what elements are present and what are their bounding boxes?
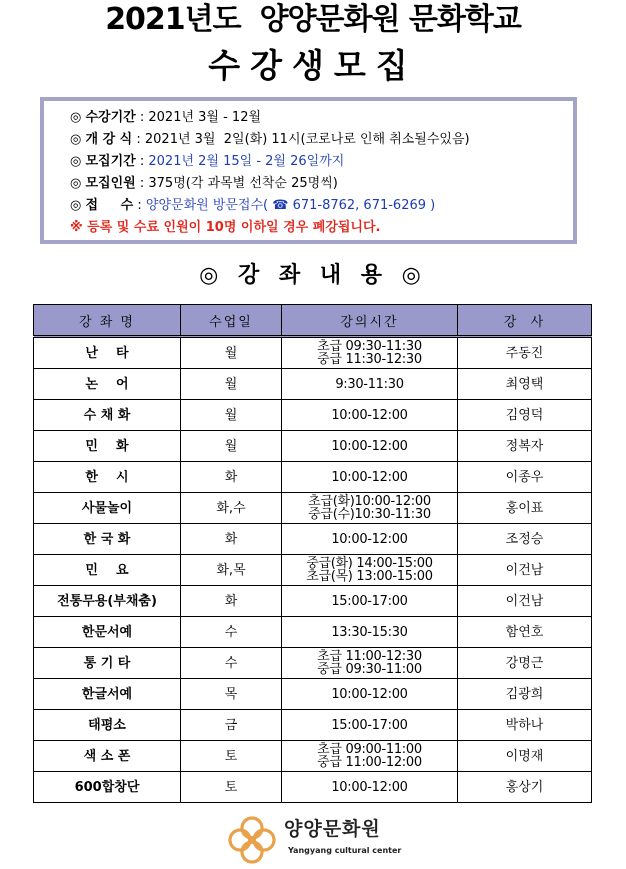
class-time-cell bbox=[282, 648, 458, 679]
class-time-cell bbox=[282, 462, 458, 493]
bullet-icon: ◎ bbox=[70, 132, 82, 147]
column-header-day: 수업일 bbox=[181, 305, 282, 337]
class-time-cell bbox=[282, 555, 458, 586]
table-row bbox=[34, 710, 592, 741]
info-row-registration: ◎ 접 수 : 양양문화원 방문접수( ☎ 671-8762, 671-6269 ) bbox=[70, 196, 435, 216]
table-row bbox=[34, 337, 592, 369]
course-name-cell: 사물놀이 bbox=[34, 493, 181, 524]
class-time-cell bbox=[282, 524, 458, 555]
info-value: 양양문화원 방문접수( ☎ 671-8762, 671-6269 ) bbox=[145, 198, 436, 213]
course-name-cell: 민 화 bbox=[34, 431, 181, 462]
class-time-line: 10:00-12:00 bbox=[331, 407, 408, 423]
teacher-cell: 조정승 bbox=[458, 524, 592, 555]
teacher-cell: 김광희 bbox=[458, 679, 592, 710]
logo-name-korean: 양양문화원 bbox=[284, 818, 381, 840]
class-day-cell: 목 bbox=[181, 679, 282, 710]
class-time-line: 초급 09:30-11:30 bbox=[317, 339, 422, 354]
class-time-cell bbox=[282, 679, 458, 710]
table-row bbox=[34, 493, 592, 524]
info-value: 2021년 3월 - 12월 bbox=[148, 110, 262, 125]
class-time-cell bbox=[282, 617, 458, 648]
teacher-cell: 김영덕 bbox=[458, 400, 592, 431]
table-row bbox=[34, 772, 592, 803]
class-time-line: 10:00-12:00 bbox=[331, 531, 408, 547]
teacher-cell: 이건남 bbox=[458, 555, 592, 586]
course-name-cell: 한 시 bbox=[34, 462, 181, 493]
teacher-cell: 주동진 bbox=[458, 337, 592, 369]
class-time-cell bbox=[282, 400, 458, 431]
class-day-cell: 화 bbox=[181, 462, 282, 493]
class-time-cell bbox=[282, 493, 458, 524]
course-name-cell: 수 채 화 bbox=[34, 400, 181, 431]
class-day-cell: 월 bbox=[181, 400, 282, 431]
class-day-cell: 토 bbox=[181, 741, 282, 772]
class-time-line: 중급 09:30-11:00 bbox=[317, 662, 422, 677]
class-time-line: 15:00-17:00 bbox=[331, 593, 408, 609]
class-time-line: 15:00-17:00 bbox=[331, 717, 408, 733]
class-day-cell: 월 bbox=[181, 337, 282, 369]
teacher-cell: 홍상기 bbox=[458, 772, 592, 803]
course-name-cell: 통 기 타 bbox=[34, 648, 181, 679]
course-name-cell: 색 소 폰 bbox=[34, 741, 181, 772]
course-name-cell: 한문서예 bbox=[34, 617, 181, 648]
teacher-cell: 최영택 bbox=[458, 369, 592, 400]
table-row bbox=[34, 617, 592, 648]
info-label: 수강기간 bbox=[85, 110, 136, 125]
class-time-line: 10:00-12:00 bbox=[331, 469, 408, 485]
table-header-row bbox=[34, 305, 592, 337]
table-row bbox=[34, 524, 592, 555]
course-table bbox=[33, 304, 592, 803]
class-time-line: 중급 11:30-12:30 bbox=[317, 352, 422, 367]
teacher-cell: 이명재 bbox=[458, 741, 592, 772]
class-time-cell bbox=[282, 586, 458, 617]
class-day-cell: 수 bbox=[181, 648, 282, 679]
info-label: 모집기간 bbox=[85, 154, 136, 169]
info-row-recruit-period: ◎ 모집기간 : 2021년 2월 15일 - 2월 26일까지 bbox=[70, 152, 344, 172]
class-time-line: 9:30-11:30 bbox=[335, 376, 404, 392]
culture-center-logo-icon bbox=[227, 815, 277, 865]
info-row-opening: ◎ 개 강 식 : 2021년 3월 2일(화) 11시(코로나로 인해 취소될수있음) bbox=[70, 130, 470, 150]
class-time-line: 10:00-12:00 bbox=[331, 686, 408, 702]
course-name-cell: 한글서예 bbox=[34, 679, 181, 710]
info-label: 모집인원 bbox=[85, 176, 136, 191]
course-name-cell: 600합창단 bbox=[34, 772, 181, 803]
teacher-cell: 이건남 bbox=[458, 586, 592, 617]
logo-name-english: Yangyang cultural center bbox=[288, 846, 402, 855]
page-subtitle: 수강생모집 bbox=[208, 46, 418, 85]
class-time-cell bbox=[282, 431, 458, 462]
column-header-teacher: 강 사 bbox=[458, 305, 592, 337]
cancellation-notice: ※ 등록 및 수료 인원이 10명 이하일 경우 폐강됩니다. bbox=[70, 220, 381, 235]
section-title: ◎ 강 좌 내 용 ◎ bbox=[199, 263, 427, 288]
class-time-line: 초급(목) 13:00-15:00 bbox=[306, 569, 433, 584]
info-value: 375명(각 과목별 선착순 25명씩) bbox=[148, 176, 338, 191]
course-name-cell: 난 타 bbox=[34, 337, 181, 369]
class-time-line: 10:00-12:00 bbox=[331, 779, 408, 795]
class-time-cell bbox=[282, 710, 458, 741]
teacher-cell: 강명근 bbox=[458, 648, 592, 679]
teacher-cell: 박하나 bbox=[458, 710, 592, 741]
bullet-icon: ◎ bbox=[70, 176, 82, 191]
column-header-course: 강 좌 명 bbox=[34, 305, 181, 337]
teacher-cell: 홍이표 bbox=[458, 493, 592, 524]
teacher-cell: 함연호 bbox=[458, 617, 592, 648]
class-day-cell: 화,목 bbox=[181, 555, 282, 586]
class-time-cell bbox=[282, 369, 458, 400]
class-time-line: 중급(화) 14:00-15:00 bbox=[306, 556, 433, 571]
table-row bbox=[34, 462, 592, 493]
info-label: 개 강 식 bbox=[85, 132, 133, 147]
table-row bbox=[34, 741, 592, 772]
table-row bbox=[34, 400, 592, 431]
course-name-cell: 한 국 화 bbox=[34, 524, 181, 555]
info-value: 2021년 3월 2일(화) 11시(코로나로 인해 취소될수있음) bbox=[144, 132, 470, 147]
info-box bbox=[40, 97, 577, 244]
column-header-time: 강의시간 bbox=[282, 305, 458, 337]
class-time-cell bbox=[282, 337, 458, 369]
class-day-cell: 화 bbox=[181, 524, 282, 555]
info-value: 2021년 2월 15일 - 2월 26일까지 bbox=[148, 154, 345, 169]
course-name-cell: 민 요 bbox=[34, 555, 181, 586]
table-row bbox=[34, 648, 592, 679]
class-time-line: 초급(화)10:00-12:00 bbox=[308, 494, 431, 509]
class-time-line: 초급 09:00-11:00 bbox=[317, 742, 422, 757]
info-row-period: ◎ 수강기간 : 2021년 3월 - 12월 bbox=[70, 108, 261, 128]
info-row-capacity: ◎ 모집인원 : 375명(각 과목별 선착순 25명씩) bbox=[70, 174, 338, 194]
class-day-cell: 월 bbox=[181, 431, 282, 462]
table-row bbox=[34, 555, 592, 586]
class-day-cell: 화,수 bbox=[181, 493, 282, 524]
bullet-icon: ◎ bbox=[70, 154, 82, 169]
class-day-cell: 금 bbox=[181, 710, 282, 741]
class-time-line: 중급(수)10:30-11:30 bbox=[308, 507, 431, 522]
class-time-line: 13:30-15:30 bbox=[331, 624, 408, 640]
teacher-cell: 정복자 bbox=[458, 431, 592, 462]
table-row bbox=[34, 369, 592, 400]
course-name-cell: 논 어 bbox=[34, 369, 181, 400]
class-day-cell: 토 bbox=[181, 772, 282, 803]
bullet-icon: ◎ bbox=[70, 110, 82, 125]
table-row bbox=[34, 431, 592, 462]
table-row bbox=[34, 679, 592, 710]
class-time-cell bbox=[282, 772, 458, 803]
class-time-cell bbox=[282, 741, 458, 772]
class-time-line: 초급 11:00-12:30 bbox=[317, 649, 422, 664]
class-time-line: 중급 11:00-12:00 bbox=[317, 755, 422, 770]
info-label: 접 수 bbox=[85, 198, 134, 213]
course-name-cell: 전통무용(부채춤) bbox=[34, 586, 181, 617]
class-day-cell: 월 bbox=[181, 369, 282, 400]
teacher-cell: 이종우 bbox=[458, 462, 592, 493]
class-day-cell: 수 bbox=[181, 617, 282, 648]
bullet-icon: ◎ bbox=[70, 198, 82, 213]
course-name-cell: 태평소 bbox=[34, 710, 181, 741]
table-row bbox=[34, 586, 592, 617]
page-title: 2021년도 양양문화원 문화학교 bbox=[105, 2, 521, 37]
class-day-cell: 화 bbox=[181, 586, 282, 617]
class-time-line: 10:00-12:00 bbox=[331, 438, 408, 454]
